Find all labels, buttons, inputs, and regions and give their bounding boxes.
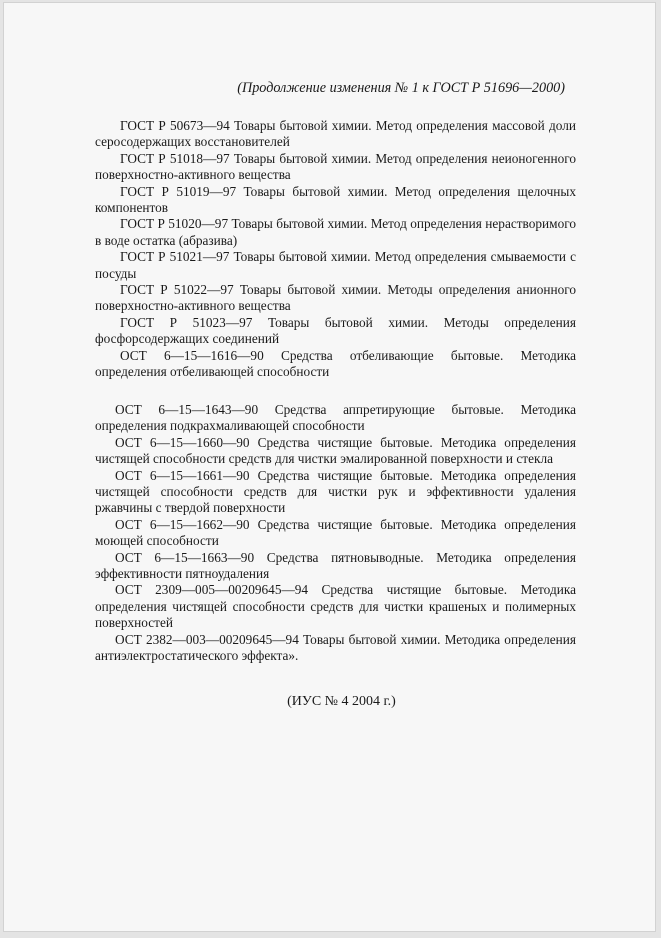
standard-entry: ГОСТ Р 51021—97 Товары бытовой химии. Метод определения смываемости с посуды xyxy=(95,249,576,281)
continuation-header: (Продолжение изменения № 1 к ГОСТ Р 51696—2000) xyxy=(237,80,565,96)
standard-entry: ГОСТ Р 51018—97 Товары бытовой химии. Метод определения неионогенного поверхностно-активного вещества xyxy=(95,150,576,183)
standard-entry: ОСТ 6—15—1643—90 Средства аппретирующие бытовые. Методика определения подкрахмаливающей способности xyxy=(95,402,576,434)
standard-entry: ГОСТ Р 51022—97 Товары бытовой химии. Методы определения анионного поверхностно-активного вещества xyxy=(95,282,576,314)
standard-entry: ГОСТ Р 51019—97 Товары бытовой химии. Метод определения щелочных компонентов xyxy=(95,183,576,216)
document-page xyxy=(3,2,656,932)
ius-reference: (ИУС № 4 2004 г.) xyxy=(287,694,396,709)
standard-entry: ОСТ 6—15—1663—90 Средства пятновыводные. Методика определения эффективности пятноудаления xyxy=(95,549,576,582)
standard-entry: ОСТ 2382—003—00209645—94 Товары бытовой химии. Методика определения антиэлектростатического эффекта». xyxy=(95,631,576,664)
standard-entry: ОСТ 6—15—1661—90 Средства чистящие бытовые. Методика определения чистящей способности средств для чистки рук и эффективности удаления ржавчины с твердой поверхности xyxy=(95,467,576,516)
standard-entry: ОСТ 6—15—1662—90 Средства чистящие бытовые. Методика определения моющей способности xyxy=(95,516,576,549)
standard-entry: ГОСТ Р 50673—94 Товары бытовой химии. Метод определения массовой доли серосодержащих восстановителей xyxy=(95,118,576,150)
standard-entry: ОСТ 6—15—1616—90 Средства отбеливающие бытовые. Методика определения отбеливающей способности xyxy=(95,347,576,380)
standard-entry: ОСТ 2309—005—00209645—94 Средства чистящие бытовые. Методика определения чистящей способности средств для чистки крашеных и полимерных поверхностей xyxy=(95,582,576,631)
standard-entry: ОСТ 6—15—1660—90 Средства чистящие бытовые. Методика определения чистящей способности средств для чистки эмалированной поверхности и стекла xyxy=(95,434,576,467)
standards-list-1 xyxy=(95,118,576,381)
standard-entry: ГОСТ Р 51020—97 Товары бытовой химии. Метод определения нерастворимого в воде остатка (абразива) xyxy=(95,216,576,248)
standard-entry: ГОСТ Р 51023—97 Товары бытовой химии. Методы определения фосфорсодержащих соединений xyxy=(95,314,576,347)
standards-list-2 xyxy=(95,402,576,665)
